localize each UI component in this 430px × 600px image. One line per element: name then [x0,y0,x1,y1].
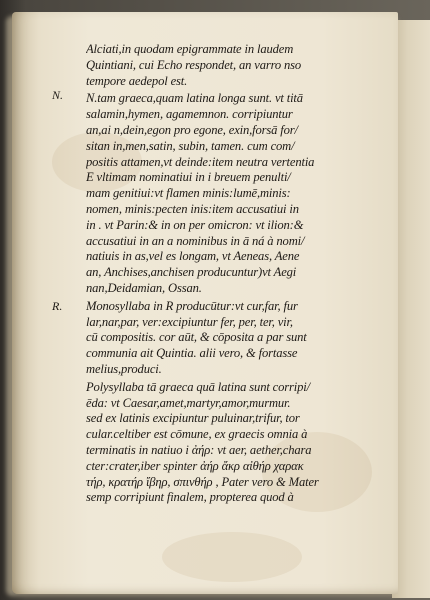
margin-marker-r: R. [52,299,63,313]
paragraph [86,380,376,506]
text-line: natiuis in as,vel es longam, vt Aeneas, Aene [86,249,300,264]
text-line: cter:crater,iber spinter ἀήρ ἄκρ αἰθήρ χαρακ [86,458,304,473]
text-line: accusatiui in an a nominibus in ā ná à nomi/ [86,233,305,248]
text-line: nan,Deidamian, Ossan. [86,280,202,295]
text-line: E vltimam nominatiui in i breuem penulti/ [86,170,291,185]
text-line: an,ai n,dein,egon pro egone, exin,forsā for/ [86,122,298,137]
text-line: mam genitiui:vt flamen minis:lumē,minis: [86,186,291,201]
text-line: N.tam graeca,quam latina longa sunt. vt titā [86,91,303,106]
text-line: an, Anchises,anchisen producuntur)vt Aegi [86,265,297,280]
text-line: tempore aedepol est. [86,73,188,88]
text-line: communia ait Quintia. alii vero, & fortasse [86,346,298,361]
text-line: τήρ, κρατήρ ἴβηρ, σπινθήρ , Pater vero & Mater [86,474,319,489]
margin-marker-n: N. [52,88,64,102]
text-line: lar,nar,par, ver:excipiuntur fer, per, ter, vir, [86,314,293,329]
text-column [86,42,376,506]
text-line: cū compositis. cor aūt, & cōposita a par sunt [86,330,307,345]
text-line: Alciati,in quodam epigrammate in laudem [86,42,294,56]
text-line: in . vt Parin:& in on per omicron: vt ilion:& [86,217,304,232]
text-line: cular.celtiber est cōmune, ex graecis omnia à [86,427,308,442]
text-line: positis attamen,vt deinde:item neutra vertentia [86,154,315,169]
text-line: Quintiani, cui Echo respondet, an varro nso [86,57,302,72]
paper-stain [162,532,302,582]
text-line: semp corripiunt finalem, propterea quod à [86,490,294,505]
text-line: melius,produci. [86,361,162,376]
paragraph [86,42,376,89]
text-line: terminatis in natiuo i ἀήρ: vt aer, aether,chara [86,442,312,457]
text-line: sitan in,men,satin, subin, tamen. cum com/ [86,138,295,153]
text-line: ēda: vt Caesar,amet,martyr,amor,murmur. [86,395,291,410]
text-line: nomen, minis:pecten inis:item accusatiui in [86,201,299,216]
paragraph [86,299,376,378]
paragraph [86,91,376,296]
text-line: sed ex latinis excipiuntur puluinar,trifur, tor [86,411,300,426]
text-line: Monosyllaba in R producūtur:vt cur,far, fur [86,298,298,313]
text-line: salamin,hymen, agamemnon. corripiuntur [86,107,293,122]
text-line: Polysyllaba tā graeca quā latina sunt corripi/ [86,379,310,394]
